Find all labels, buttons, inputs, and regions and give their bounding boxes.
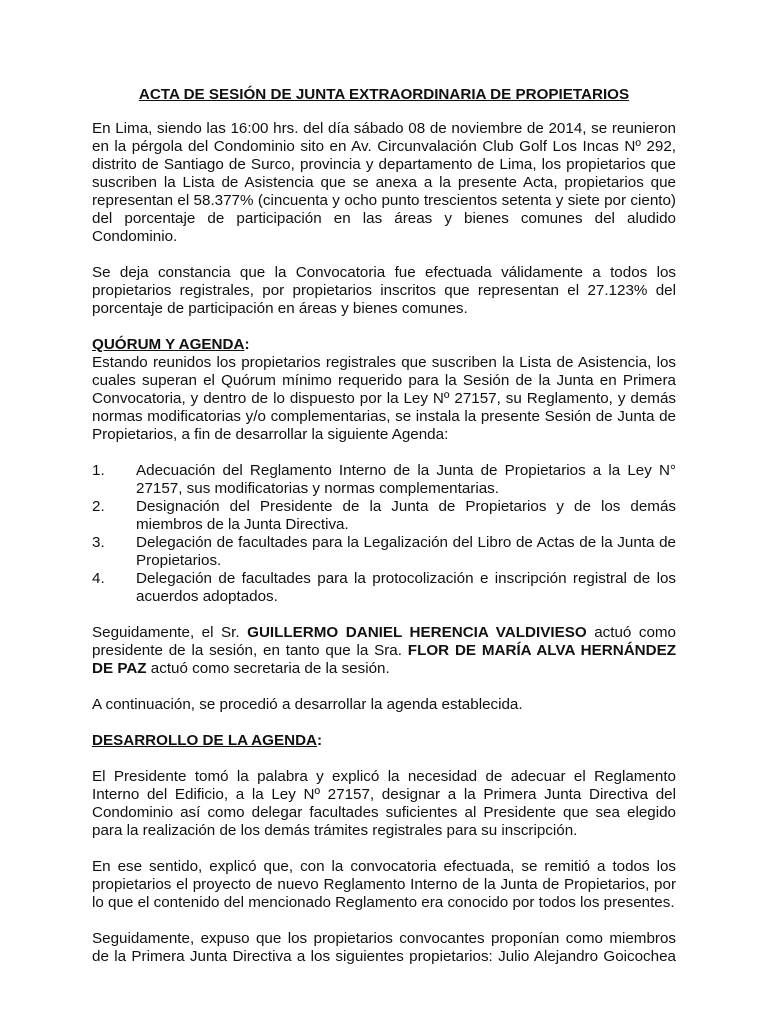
agenda-item-number: 3.: [92, 534, 105, 551]
convocatoria-paragraph: Se deja constancia que la Convocatoria fue efectuada válidamente a todos los propietarios registrales, por propietarios inscritos que representan el 27.123% del porcentaje de participación en áreas y bienes comunes.: [92, 264, 676, 317]
desarrollo-heading: [92, 732, 676, 750]
agenda-item-text: Adecuación del Reglamento Interno de la Junta de Propietarios a la Ley N° 27157, sus modificatorias y normas complementarias.: [136, 462, 676, 497]
secretary-name: FLOR DE MARÍA ALVA HERNÁNDEZ DE PAZ: [92, 642, 677, 677]
continuation-paragraph: A continuación, se procedió a desarrollar la agenda establecida.: [92, 696, 523, 713]
desarrollo-paragraph-1: El Presidente tomó la palabra y explicó la necesidad de adecuar el Reglamento Interno del Edificio, a la Ley Nº 27157, designar a la Primera Junta Directiva del Condominio así como delegar facultades suficientes al Presidente que sea elegido para la realización de los demás trámites registrales para su inscripción.: [92, 768, 676, 839]
officers-text-part1: Seguidamente, el Sr.: [92, 624, 248, 641]
intro-paragraph: En Lima, siendo las 16:00 hrs. del día sábado 08 de noviembre de 2014, se reunieron en la pérgola del Condominio sito en Av. Circunvalación Club Golf Los Incas Nº 292, distrito de Santiago de Surco, provincia y departamento de Lima, los propietarios que suscriben la Lista de Asistencia que se anexa a la presente Acta, propietarios que representan el 58.377% (cincuenta y ocho punto trescientos setenta y siete por ciento) del porcentaje de participación en las áreas y bienes comunes del aludido Condominio.: [92, 120, 676, 245]
document-body: [92, 120, 676, 966]
agenda-item-text: Designación del Presidente de la Junta de Propietarios y de los demás miembros de la Junta Directiva.: [136, 498, 676, 533]
desarrollo-paragraph-3: Seguidamente, expuso que los propietarios convocantes proponían como miembros de la Primera Junta Directiva a los siguientes propietarios: Julio Alejandro Goicochea: [92, 930, 676, 965]
agenda-list: [92, 462, 676, 606]
agenda-item: [92, 534, 676, 570]
agenda-item-number: 2.: [92, 498, 105, 515]
desarrollo-paragraph-2: En ese sentido, explicó que, con la convocatoria efectuada, se remitió a todos los propietarios el proyecto de nuevo Reglamento Interno de la Junta de Propietarios, por lo que el contenido del mencionado Reglamento era conocido por todos los presentes.: [92, 858, 676, 911]
agenda-item: [92, 498, 676, 534]
officers-text-part3: actuó como secretaria de la sesión.: [146, 660, 390, 677]
desarrollo-heading-text: DESARROLLO DE LA AGENDA: [92, 732, 318, 749]
agenda-item-text: Delegación de facultades para la protocolización e inscripción registral de los acuerdos adoptados.: [136, 570, 676, 605]
officers-text-part2: actuó como presidente de la sesión, en tanto que la Sra.: [92, 624, 676, 659]
agenda-item-number: 1.: [92, 462, 105, 479]
agenda-item-text: Delegación de facultades para la Legalización del Libro de Actas de la Junta de Propietarios.: [136, 534, 676, 569]
officers-paragraph: [92, 624, 676, 678]
quorum-heading-text: QUÓRUM Y AGENDA: [92, 336, 245, 353]
quorum-paragraph: Estando reunidos los propietarios registrales que suscriben la Lista de Asistencia, los cuales superan el Quórum mínimo requerido para la Sesión de la Junta en Primera Convocatoria, y dentro de lo dispuesto por la Ley Nº 27157, su Reglamento, y demás normas modificatorias y/o complementarias, se instala la presente Sesión de Junta de Propietarios, a fin de desarrollar la siguiente Agenda:: [92, 354, 676, 443]
agenda-item-number: 4.: [92, 570, 105, 587]
quorum-heading: [92, 336, 676, 354]
agenda-item: [92, 462, 676, 498]
desarrollo-heading-colon: :: [317, 732, 323, 749]
quorum-heading-colon: :: [244, 336, 250, 353]
president-name: GUILLERMO DANIEL HERENCIA VALDIVIESO: [247, 624, 587, 641]
document-title: ACTA DE SESIÓN DE JUNTA EXTRAORDINARIA DE PROPIETARIOS: [138, 86, 630, 103]
agenda-item: [92, 570, 676, 606]
